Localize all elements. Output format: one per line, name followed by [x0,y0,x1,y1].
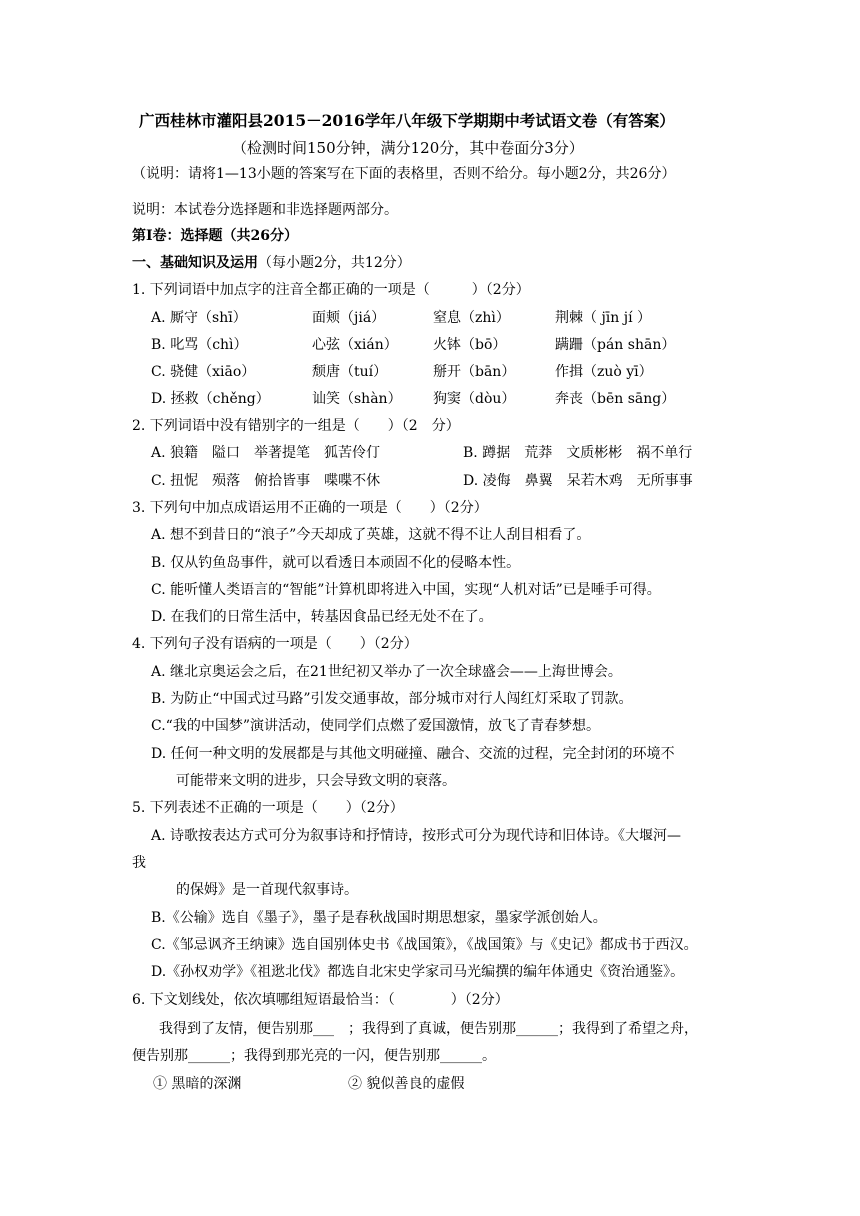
q5-option-a-line2: 我 [132,855,146,871]
q6-choice-2: ② 貌似善良的虚假 [348,1076,465,1092]
q2-option-b: B. 蹲据 荒莽 文质彬彬 祸不单行 [463,445,693,461]
q3-option-c: C. 能听懂人类语言的“智能”计算机即将进入中国，实现“人机对话”已是唾手可得。 [151,582,661,598]
q4-option-d-line1: D. 任何一种文明的发展都是与其他文明碰撞、融合、交流的过程，完全封闭的环境不 [151,746,675,762]
exam-title: 广西桂林市灌阳县2015－2016学年八年级下学期期中考试语文卷（有答案） [139,111,675,130]
q4-option-d-line2: 可能带来文明的进步，只会导致文明的衰落。 [176,773,456,789]
q5-option-d: D.《孙权劝学》《祖逖北伐》都选自北宋史学家司马光编撰的编年体通史《资治通鉴》。 [151,964,685,980]
q1-option-d-1: D. 拯救（chěng） [151,391,270,407]
q1-option-c-4: 作揖（zuò yī） [555,364,653,380]
part-title: 一、基础知识及运用 [132,255,258,271]
q2-option-c: C. 扭怩 殒落 俯拾皆事 喋喋不休 [151,473,381,489]
q4-option-a: A. 继北京奥运会之后，在21世纪初又举办了一次全球盛会——上海世博会。 [151,664,622,680]
q1-option-c-2: 颓唐（tuí） [312,364,388,380]
section-heading: 第Ⅰ卷：选择题（共26分） [132,228,299,244]
q3-option-b: B. 仅从钓鱼岛事件，就可以看透日本顽固不化的侵略本性。 [151,555,521,571]
q1-option-b-2: 心弦（xián） [312,337,398,353]
q5-option-a-line1: A. 诗歌按表达方式可分为叙事诗和抒情诗，按形式可分为现代诗和旧体诗。《大堰河— [151,828,682,844]
exam-subtitle: （检测时间150分钟，满分120分，其中卷面分3分） [232,139,584,157]
q1-option-a-1: A. 厮守（shī） [151,310,247,326]
q3-option-d: D. 在我们的日常生活中，转基因食品已经无处不在了。 [151,609,493,625]
q1-option-c-1: C. 骁健（xiāo） [151,364,256,380]
question-1-stem: 1. 下列词语中加点字的注音全都正确的一项是（ ）（2分） [132,282,530,298]
q1-option-d-4: 奔丧（bēn sāng） [555,391,676,407]
q2-option-a: A. 狼籍 隘口 举著提笔 狐苦伶仃 [151,445,381,461]
question-4-stem: 4. 下列句子没有语病的一项是（ ）（2分） [132,636,418,652]
q1-option-d-2: 讪笑（shàn） [312,391,402,407]
part-heading [132,254,411,272]
q4-option-b: B. 为防止“中国式过马路”引发交通事故，部分城市对行人闯红灯采取了罚款。 [151,691,633,707]
q6-passage-line1: 我得到了友情，便告别那___ ；我得到了真诚，便告别那______；我得到了希望之舟， [159,1021,698,1037]
q4-option-c: C.“我的中国梦”演讲活动，使同学们点燃了爱国激情，放飞了青春梦想。 [151,718,600,734]
question-2-stem: 2. 下列词语中没有错别字的一组是（ ）（2 分） [132,418,460,434]
q1-option-d-3: 狗窦（dòu） [433,391,516,407]
q6-choice-1: ① 黑暗的深渊 [153,1076,242,1092]
q1-option-a-4: 荆棘（ jīn jí ） [555,310,652,326]
q1-option-c-3: 掰开（bān） [433,364,516,380]
q5-option-b: B.《公输》选自《墨子》，墨子是春秋战国时期思想家，墨家学派创始人。 [151,910,607,926]
q3-option-a: A. 想不到昔日的“浪子”今天却成了英雄，这就不得不让人刮目相看了。 [151,527,591,543]
part-note: （每小题2分，共12分） [258,255,411,271]
q6-passage-line2: 便告别那______；我得到那光亮的一闪，便告别那______。 [132,1048,496,1064]
question-6-stem: 6. 下文划线处，依次填哪组短语最恰当：（ ）（2分） [132,992,509,1008]
q5-option-a-line3: 的保姆》是一首现代叙事诗。 [176,882,358,898]
q1-option-a-2: 面颊（jiá） [312,310,386,326]
q1-option-a-3: 窒息（zhì） [433,310,510,326]
q1-option-b-3: 火钵（bō） [433,337,507,353]
answer-instructions: （说明：请将1—13小题的答案写在下面的表格里，否则不给分。每小题2分，共26分） [132,166,676,182]
q5-option-c: C.《邹忌讽齐王纳谏》选自国别体史书《战国策》，《战国策》与《史记》都成书于西汉。 [151,937,698,953]
question-5-stem: 5. 下列表述不正确的一项是（ ）（2分） [132,800,404,816]
question-3-stem: 3. 下列句中加点成语运用不正确的一项是（ ）（2分） [132,500,488,516]
q1-option-b-1: B. 叱骂（chì） [151,337,248,353]
q2-option-d: D. 凌侮 鼻翼 呆若木鸡 无所事事 [463,473,693,489]
paper-intro: 说明：本试卷分选择题和非选择题两部分。 [132,202,398,218]
q1-option-b-4: 蹒跚（pán shān） [555,337,676,353]
